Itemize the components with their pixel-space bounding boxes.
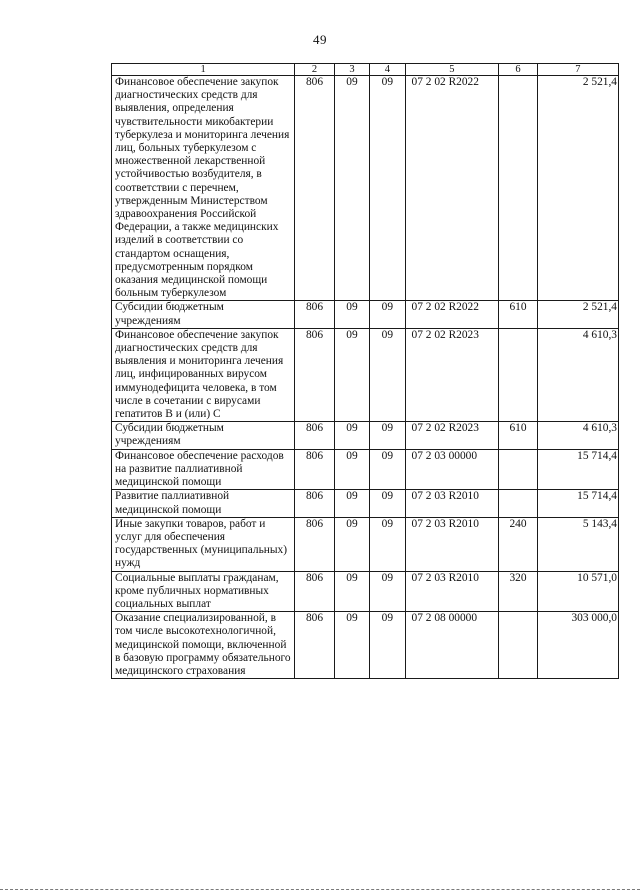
header-row — [112, 64, 619, 76]
column-header-3: 3 — [334, 64, 369, 76]
row-target-article: 07 2 03 R2010 — [405, 517, 499, 571]
column-header-2: 2 — [295, 64, 335, 76]
table-row — [112, 612, 619, 679]
table-row — [112, 490, 619, 517]
row-grbs-code: 806 — [295, 490, 335, 517]
row-grbs-code: 806 — [295, 571, 335, 612]
row-subsection-code: 09 — [370, 517, 405, 571]
row-target-article: 07 2 03 R2010 — [405, 490, 499, 517]
table-row — [112, 76, 619, 301]
table-row — [112, 449, 619, 490]
table-row — [112, 328, 619, 421]
row-target-article: 07 2 03 R2010 — [405, 571, 499, 612]
table-row — [112, 571, 619, 612]
budget-table — [111, 63, 619, 679]
row-name: Субсидии бюджетным учреждениям — [112, 422, 295, 449]
row-section-code: 09 — [334, 449, 369, 490]
row-target-article: 07 2 02 R2022 — [405, 301, 499, 328]
row-section-code: 09 — [334, 612, 369, 679]
row-expense-type — [499, 612, 538, 679]
row-grbs-code: 806 — [295, 449, 335, 490]
row-section-code: 09 — [334, 490, 369, 517]
row-amount: 5 143,4 — [537, 517, 618, 571]
column-header-5: 5 — [405, 64, 499, 76]
row-section-code: 09 — [334, 517, 369, 571]
row-grbs-code: 806 — [295, 612, 335, 679]
row-subsection-code: 09 — [370, 490, 405, 517]
row-subsection-code: 09 — [370, 571, 405, 612]
row-subsection-code: 09 — [370, 422, 405, 449]
row-amount: 4 610,3 — [537, 422, 618, 449]
scan-bottom-edge — [0, 889, 640, 890]
row-section-code: 09 — [334, 571, 369, 612]
row-target-article: 07 2 03 00000 — [405, 449, 499, 490]
row-grbs-code: 806 — [295, 422, 335, 449]
row-section-code: 09 — [334, 301, 369, 328]
row-amount: 10 571,0 — [537, 571, 618, 612]
row-amount: 4 610,3 — [537, 328, 618, 421]
row-section-code: 09 — [334, 422, 369, 449]
row-expense-type — [499, 328, 538, 421]
column-header-7: 7 — [537, 64, 618, 76]
row-target-article: 07 2 08 00000 — [405, 612, 499, 679]
row-amount: 2 521,4 — [537, 301, 618, 328]
row-subsection-code: 09 — [370, 76, 405, 301]
row-subsection-code: 09 — [370, 301, 405, 328]
column-header-4: 4 — [370, 64, 405, 76]
table-row — [112, 301, 619, 328]
row-expense-type: 610 — [499, 301, 538, 328]
row-name: Развитие паллиативной медицинской помощи — [112, 490, 295, 517]
page-number: 49 — [313, 32, 327, 47]
row-amount: 15 714,4 — [537, 449, 618, 490]
row-expense-type: 240 — [499, 517, 538, 571]
row-section-code: 09 — [334, 76, 369, 301]
row-grbs-code: 806 — [295, 76, 335, 301]
row-name: Финансовое обеспечение закупок диагностических средств для выявления, определения чувствительности микобактерии туберкулеза и мониторинга лечения лиц, больных туберкулезом с множественной лекарственной устойчивостью возбудителя, в соответствии с перечнем, утвержденным Министерством здравоохранения Российской Федерации, а также медицинских изделий в соответствии со стандартом оснащения, предусмотренным порядком оказания медицинской помощи больным туберкулезом — [112, 76, 295, 301]
row-amount: 303 000,0 — [537, 612, 618, 679]
table-row — [112, 517, 619, 571]
row-name: Оказание специализированной, в том числе высокотехнологичной, медицинской помощи, включенной в базовую программу обязательного медицинского страхования — [112, 612, 295, 679]
row-grbs-code: 806 — [295, 328, 335, 421]
row-subsection-code: 09 — [370, 328, 405, 421]
column-header-1: 1 — [112, 64, 295, 76]
row-name: Социальные выплаты гражданам, кроме публичных нормативных социальных выплат — [112, 571, 295, 612]
table-row — [112, 422, 619, 449]
row-name: Финансовое обеспечение закупок диагностических средств для выявления и мониторинга лечения лиц, инфицированных вирусом иммунодефицита человека, в том числе в сочетании с вирусами гепатитов В и (или) С — [112, 328, 295, 421]
row-expense-type: 320 — [499, 571, 538, 612]
row-name: Иные закупки товаров, работ и услуг для обеспечения государственных (муниципальных) нужд — [112, 517, 295, 571]
row-target-article: 07 2 02 R2023 — [405, 328, 499, 421]
row-amount: 2 521,4 — [537, 76, 618, 301]
row-grbs-code: 806 — [295, 517, 335, 571]
row-grbs-code: 806 — [295, 301, 335, 328]
row-target-article: 07 2 02 R2022 — [405, 76, 499, 301]
row-expense-type — [499, 76, 538, 301]
row-expense-type: 610 — [499, 422, 538, 449]
column-header-6: 6 — [499, 64, 538, 76]
row-subsection-code: 09 — [370, 449, 405, 490]
row-target-article: 07 2 02 R2023 — [405, 422, 499, 449]
row-amount: 15 714,4 — [537, 490, 618, 517]
row-name: Финансовое обеспечение расходов на развитие паллиативной медицинской помощи — [112, 449, 295, 490]
row-expense-type — [499, 449, 538, 490]
row-expense-type — [499, 490, 538, 517]
row-name: Субсидии бюджетным учреждениям — [112, 301, 295, 328]
row-subsection-code: 09 — [370, 612, 405, 679]
row-section-code: 09 — [334, 328, 369, 421]
